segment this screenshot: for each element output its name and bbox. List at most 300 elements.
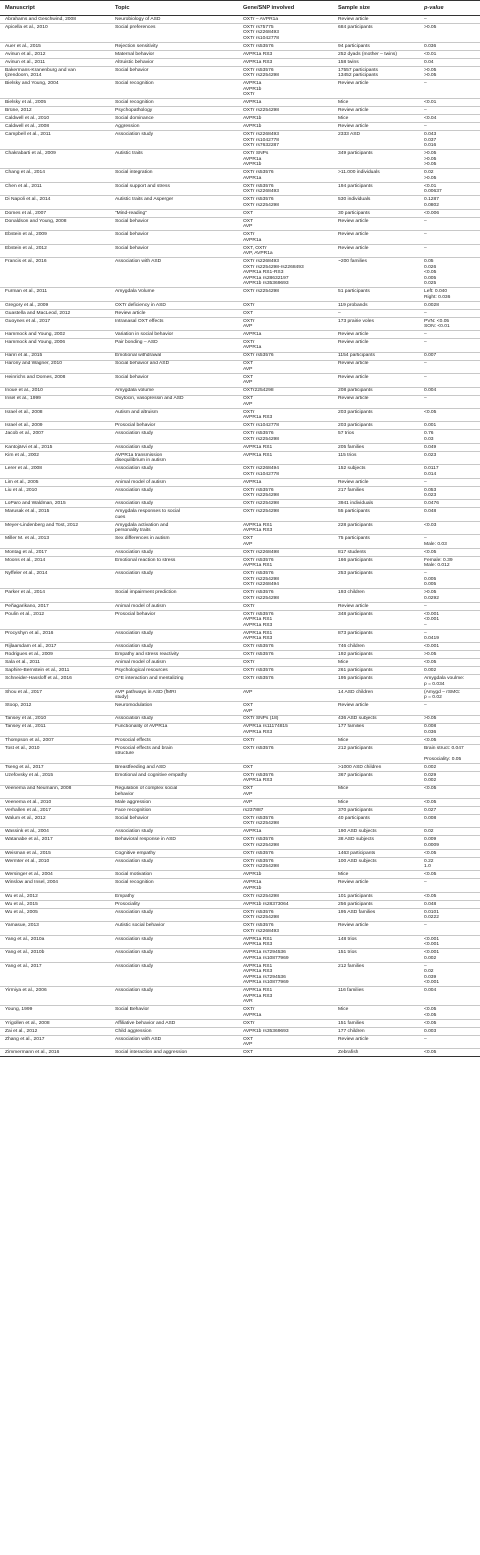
cell-text [115, 25, 236, 31]
cell-text [338, 396, 417, 402]
cell-line: 0.048 [424, 509, 437, 515]
cell-line: Review article [338, 16, 369, 22]
cell-text [243, 332, 331, 338]
cell-p-value [419, 301, 480, 309]
cell-line: Mice [338, 737, 349, 743]
cell-line: 1.0 [424, 864, 431, 870]
cell-line: Campbell et al., 2011 [5, 132, 51, 138]
cell-line: AVPR1a RS1 [243, 936, 273, 942]
cell-topic [110, 570, 238, 589]
table-row [0, 244, 480, 257]
cell-line: Sala et al., 2011 [5, 660, 40, 666]
cell-sample-size [333, 451, 419, 464]
cell-text [115, 1029, 236, 1035]
cell-line: – [424, 880, 427, 886]
cell-text [5, 246, 108, 252]
cell-text [424, 716, 478, 722]
cell-line: Mice [338, 100, 349, 106]
table-row [0, 651, 480, 659]
cell-text [5, 724, 108, 730]
cell-text [243, 445, 331, 451]
cell-text [115, 950, 236, 956]
cell-line: 348 participants [338, 611, 373, 617]
cell-line: Male aggression [115, 799, 151, 805]
cell-line: – [424, 479, 427, 485]
cell-line: 177 children [338, 1028, 365, 1034]
table-row [0, 521, 480, 534]
cell-line: – [424, 332, 427, 337]
cell-text [338, 668, 417, 674]
cell-text [338, 289, 417, 295]
cell-line: Caldwell et al., 2008 [5, 124, 50, 130]
cell-topic [110, 602, 238, 610]
cell-manuscript [0, 443, 110, 451]
cell-line: OXTr rs2254298 [243, 893, 279, 899]
cell-line: OXTr deficiency in ASD [115, 302, 166, 308]
cell-line: – [424, 963, 427, 969]
table-row [0, 196, 480, 209]
cell-line: <0.01 [424, 51, 437, 57]
table-row [0, 422, 480, 430]
cell-line: <0.001 [424, 950, 440, 956]
cell-manuscript [0, 317, 110, 330]
table-row [0, 629, 480, 642]
cell-line: Chakrabarti et al., 2009 [5, 151, 56, 157]
cell-line: 253 participants [338, 571, 373, 577]
cell-line: OXTr rs53576 [243, 170, 274, 176]
cell-topic [110, 908, 238, 921]
cell-manuscript [0, 182, 110, 195]
cell-line: Autism and altruism [115, 409, 158, 415]
cell-line: Child aggression [115, 1028, 152, 1034]
cell-line: Mice [338, 1007, 349, 1013]
cell-text [243, 738, 331, 744]
cell-line: 370 participants [338, 807, 373, 813]
cell-line: AVP [243, 224, 253, 230]
cell-text [424, 558, 478, 569]
cell-text [115, 746, 236, 757]
cell-p-value [419, 99, 480, 107]
cell-text [5, 219, 108, 225]
cell-text [243, 423, 331, 429]
cell-text [424, 219, 478, 225]
cell-line: Wermter et al., 2010 [5, 858, 50, 864]
cell-line: Hariri et al., 2015 [5, 353, 43, 359]
cell-text [115, 332, 236, 338]
cell-gene-snp [238, 331, 333, 339]
cell-line: – [424, 703, 427, 708]
cell-manuscript [0, 150, 110, 169]
cell-line: Young, 1999 [5, 1007, 33, 1013]
cell-p-value [419, 107, 480, 115]
cell-line: Rodrigues et al., 2009 [5, 652, 53, 658]
table-row [0, 556, 480, 569]
cell-text [424, 612, 478, 629]
cell-sample-size [333, 301, 419, 309]
cell-text [424, 340, 478, 346]
cell-line: (Amygd – rSMG: [424, 689, 461, 695]
cell-text [115, 124, 236, 130]
cell-topic [110, 196, 238, 209]
cell-text [5, 319, 108, 325]
cell-text [338, 259, 417, 265]
cell-sample-size [333, 23, 419, 42]
cell-p-value [419, 58, 480, 66]
cell-line: <0.05 [424, 1012, 437, 1018]
cell-line: 228 participants [338, 522, 373, 528]
cell-text [338, 612, 417, 618]
cell-text [243, 340, 331, 351]
cell-p-value [419, 737, 480, 745]
cell-topic [110, 169, 238, 182]
cell-p-value [419, 169, 480, 182]
cell-text [5, 746, 108, 752]
cell-gene-snp [238, 339, 333, 352]
cell-p-value [419, 659, 480, 667]
cell-text [115, 81, 236, 87]
cell-text [5, 880, 108, 886]
cell-line: Jacob et al., 2007 [5, 431, 44, 437]
cell-text [115, 246, 236, 252]
cell-gene-snp [238, 387, 333, 395]
cell-text [5, 590, 108, 596]
cell-text [115, 660, 236, 666]
cell-line: OXTr rs2254298 [243, 73, 279, 79]
cell-text [243, 396, 331, 407]
cell-text [338, 738, 417, 744]
cell-text [338, 423, 417, 429]
cell-text [5, 289, 108, 295]
cell-gene-snp [238, 209, 333, 217]
cell-line: AVPR1a rs10877969 [243, 955, 289, 961]
cell-text [5, 388, 108, 394]
cell-gene-snp [238, 123, 333, 131]
cell-manuscript [0, 508, 110, 521]
cell-text [5, 894, 108, 900]
cell-text [243, 800, 331, 806]
cell-line: 158 twins [338, 59, 359, 65]
cell-line: SON: <0.01 [424, 324, 450, 330]
cell-line: OXTr rs53576 [243, 745, 274, 751]
cell-line: OXTr rs53576 [243, 850, 274, 856]
cell-text [243, 590, 331, 601]
cell-line: p = 0.02 [424, 695, 442, 701]
cell-p-value [419, 521, 480, 534]
cell-line: <0.05 [424, 737, 437, 743]
cell-text [338, 375, 417, 381]
cell-text [424, 319, 478, 330]
cell-gene-snp [238, 258, 333, 288]
cell-sample-size [333, 422, 419, 430]
cell-line: G*E interaction and mentalizing [115, 676, 184, 682]
cell-text [424, 880, 478, 886]
cell-line: AVPR1a [243, 479, 262, 485]
cell-text [115, 988, 236, 994]
cell-line: OXTr rs2268498 [243, 549, 279, 555]
cell-line: Autistic traits [115, 151, 143, 157]
cell-text [115, 668, 236, 674]
cell-gene-snp [238, 629, 333, 642]
cell-text [115, 676, 236, 682]
cell-gene-snp [238, 589, 333, 602]
cell-line: AVPR1a RS3 [243, 729, 273, 735]
cell-text [424, 923, 478, 929]
cell-line: Review article [338, 703, 369, 708]
cell-topic [110, 1035, 238, 1048]
cell-line: Female: 0.39 [424, 557, 453, 563]
cell-topic [110, 836, 238, 849]
cell-manuscript [0, 610, 110, 629]
cell-text [243, 246, 331, 257]
cell-line: 94 participants [338, 43, 370, 49]
cell-text [115, 289, 236, 295]
cell-text [115, 184, 236, 190]
cell-text [243, 859, 331, 870]
cell-gene-snp [238, 301, 333, 309]
cell-sample-size [333, 1035, 419, 1048]
cell-line: 0.023 [424, 452, 437, 458]
cell-line: Association study [115, 950, 154, 956]
cell-line: – [424, 622, 427, 628]
cell-gene-snp [238, 169, 333, 182]
cell-line: OXTr [243, 409, 255, 415]
cell-text [243, 1037, 331, 1048]
cell-line: – [424, 374, 427, 380]
cell-text [338, 501, 417, 507]
cell-line: Maternal behavior [115, 51, 155, 57]
cell-line: AVPR1b [243, 162, 262, 168]
cell-topic [110, 150, 238, 169]
cell-sample-size [333, 217, 419, 230]
cell-line: OXTr rs2268493 [243, 132, 279, 138]
cell-text [338, 232, 417, 238]
cell-text [338, 558, 417, 564]
table-row [0, 339, 480, 352]
cell-line: <0.05 [424, 872, 437, 878]
cell-text [243, 68, 331, 79]
cell-text [5, 410, 108, 416]
cell-text [5, 197, 108, 203]
cell-line: 14 ASD children [338, 689, 374, 695]
cell-p-value [419, 900, 480, 908]
cell-text [424, 765, 478, 771]
cell-text [115, 880, 236, 886]
cell-text [243, 724, 331, 735]
cell-text [243, 773, 331, 784]
cell-line: 3941 individuals [338, 501, 374, 507]
cell-line: >0.05 [424, 162, 437, 168]
cell-sample-size [333, 409, 419, 422]
cell-text [424, 668, 478, 674]
cell-line: 100 ASD subjects [338, 858, 377, 864]
cell-line: 0.014 [424, 471, 437, 477]
cell-gene-snp [238, 849, 333, 857]
cell-sample-size [333, 922, 419, 935]
cell-text [5, 765, 108, 771]
cell-line: <0.006 [424, 210, 440, 216]
cell-line: 0.0028 [424, 302, 439, 308]
cell-text [115, 816, 236, 822]
cell-p-value [419, 309, 480, 317]
cell-gene-snp [238, 478, 333, 486]
cell-line: Social behavior [115, 815, 149, 821]
cell-topic [110, 23, 238, 42]
cell-line: 13452 participants [338, 73, 378, 79]
table-row [0, 99, 480, 107]
cell-line: OXTr rs53576 [243, 668, 274, 674]
cell-line: 0.0476 [424, 501, 439, 507]
cell-text [338, 703, 417, 709]
cell-text [338, 52, 417, 58]
cell-text [338, 431, 417, 437]
cell-text [115, 872, 236, 878]
cell-p-value [419, 23, 480, 42]
cell-gene-snp [238, 806, 333, 814]
cell-p-value [419, 548, 480, 556]
cell-text [115, 1007, 236, 1013]
cell-text [243, 690, 331, 696]
cell-text [243, 60, 331, 66]
cell-line: OXTr rs53576 [243, 611, 274, 617]
cell-line: Review article [338, 479, 369, 485]
cell-line: AVPR1b [243, 124, 262, 130]
cell-line: OXTr SNPs [243, 151, 269, 157]
cell-p-value [419, 702, 480, 715]
cell-line: AVP [243, 708, 253, 714]
cell-manuscript [0, 131, 110, 150]
cell-text [338, 1021, 417, 1027]
cell-manuscript [0, 849, 110, 857]
cell-manuscript [0, 50, 110, 58]
cell-text [115, 786, 236, 797]
cell-text [338, 550, 417, 556]
cell-gene-snp [238, 317, 333, 330]
cell-text [5, 170, 108, 176]
cell-line: Prosociality [115, 901, 141, 907]
cell-line: Chang et al., 2014 [5, 170, 45, 176]
header-sample-size: Sample size [333, 1, 419, 16]
cell-text [115, 1050, 236, 1056]
cell-line: OXT [243, 218, 254, 224]
cell-text [424, 453, 478, 459]
cell-line: Mice [338, 799, 349, 805]
cell-line: AVPR1b rs28373064 [243, 901, 289, 907]
cell-line: Review article [115, 310, 146, 316]
table-row [0, 107, 480, 115]
table-row [0, 849, 480, 857]
cell-gene-snp [238, 486, 333, 499]
cell-line: 0.029 [424, 772, 437, 778]
table-row [0, 785, 480, 798]
cell-gene-snp [238, 352, 333, 360]
cell-text [5, 132, 108, 138]
cell-gene-snp [238, 785, 333, 798]
cell-line: <0.05 [424, 850, 437, 856]
cell-topic [110, 486, 238, 499]
cell-text [5, 1050, 108, 1056]
cell-line: Male: 0.03 [424, 541, 447, 547]
cell-text [338, 332, 417, 338]
cell-text [243, 988, 331, 1005]
cell-line: Right: 0.036 [424, 294, 451, 300]
table-row [0, 1049, 480, 1057]
cell-text [338, 197, 417, 203]
cell-line: Watanabe et al., 2017 [5, 837, 53, 843]
cell-text [338, 361, 417, 367]
cell-line: Social recognition [115, 880, 154, 886]
cell-text [424, 837, 478, 848]
cell-text [424, 550, 478, 556]
cell-line: Review article [338, 108, 369, 114]
cell-line: Peñagarikano, 2017 [5, 603, 49, 609]
cell-line: Tseng et al., 2017 [5, 764, 44, 770]
cell-line: 151 families [338, 1020, 365, 1026]
cell-text [424, 60, 478, 66]
cell-line: Social motivation [115, 872, 152, 878]
cell-gene-snp [238, 42, 333, 50]
cell-text [424, 590, 478, 601]
cell-line: Association study [115, 501, 154, 507]
cell-topic [110, 182, 238, 195]
cell-p-value [419, 715, 480, 723]
cell-line: Yrigollen et al., 2008 [5, 1020, 50, 1026]
cell-p-value [419, 987, 480, 1006]
cell-text [5, 964, 108, 970]
cell-gene-snp [238, 1006, 333, 1019]
cell-manuscript [0, 1006, 110, 1019]
cell-topic [110, 764, 238, 772]
cell-text [243, 44, 331, 50]
cell-p-value [419, 643, 480, 651]
cell-line: Inoue et al., 2010 [5, 388, 43, 394]
cell-line: OXTr rs2254298 [243, 108, 279, 114]
cell-sample-size [333, 209, 419, 217]
cell-topic [110, 548, 238, 556]
table-body [0, 16, 480, 1057]
cell-manuscript [0, 465, 110, 478]
cell-text [115, 523, 236, 534]
cell-text [115, 604, 236, 610]
cell-p-value [419, 80, 480, 99]
cell-text [424, 81, 478, 87]
cell-line: Social recognition [115, 81, 154, 87]
cell-line: Review article [338, 374, 369, 380]
cell-line: 0.037 [424, 137, 437, 143]
cell-line: 349 participants [338, 151, 373, 157]
cell-text [424, 388, 478, 394]
cell-text [243, 480, 331, 486]
cell-text [115, 151, 236, 157]
cell-text [115, 690, 236, 701]
cell-text [115, 410, 236, 416]
cell-p-value [419, 556, 480, 569]
cell-topic [110, 131, 238, 150]
cell-text [243, 716, 331, 722]
cell-p-value [419, 962, 480, 986]
cell-text [115, 100, 236, 106]
cell-p-value [419, 949, 480, 962]
cell-line: <0.05 [424, 1020, 437, 1026]
cell-topic [110, 900, 238, 908]
cell-manuscript [0, 589, 110, 602]
cell-line: Ebstein et al., 2012 [5, 245, 47, 251]
cell-line: – [424, 232, 427, 238]
cell-text [338, 800, 417, 806]
cell-text [424, 703, 478, 709]
cell-text [115, 765, 236, 771]
cell-manuscript [0, 667, 110, 675]
cell-line: Ijzendoorn, 2014 [5, 73, 42, 79]
